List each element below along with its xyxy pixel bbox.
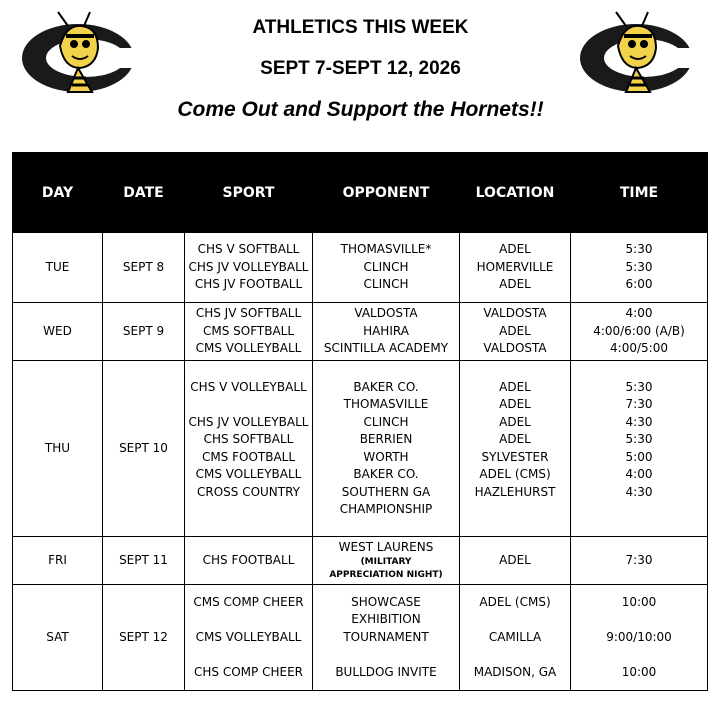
location-line: SYLVESTER xyxy=(481,449,549,464)
opponent-line: EXHIBITION xyxy=(351,612,421,627)
day-cell: FRI xyxy=(13,537,103,585)
location-line: ADEL xyxy=(499,323,531,338)
sport-line: CHS V VOLLEYBALL xyxy=(190,379,307,394)
sport-line: CHS JV VOLLEYBALL xyxy=(188,414,309,429)
opponent-cell xyxy=(313,303,460,361)
location-cell xyxy=(460,303,571,361)
tagline: Come Out and Support the Hornets!! xyxy=(177,98,544,121)
sport-cell xyxy=(185,361,313,537)
opponent-line: TOURNAMENT xyxy=(343,629,429,644)
sport-line xyxy=(187,501,310,519)
opponent-line: CHAMPIONSHIP xyxy=(339,502,433,516)
table-header-row xyxy=(13,153,708,233)
location-line: ADEL xyxy=(499,552,531,567)
opponent-line: CLINCH xyxy=(363,259,409,274)
time-cell xyxy=(571,361,708,537)
opponent-line: VALDOSTA xyxy=(354,306,418,321)
time-cell xyxy=(571,233,708,303)
day-cell: TUE xyxy=(13,233,103,303)
location-line xyxy=(462,646,568,664)
time-line xyxy=(573,501,705,519)
opponent-line: SOUTHERN GA xyxy=(341,484,431,499)
day-cell: SAT xyxy=(13,585,103,691)
location-line: MADISON, GA xyxy=(473,664,557,679)
opponent-line: BERRIEN xyxy=(359,432,413,446)
time-line: 6:00 xyxy=(625,277,653,292)
sport-line: CHS JV FOOTBALL xyxy=(194,277,303,292)
opponent-line: BAKER CO. xyxy=(353,467,419,481)
location-line: ADEL xyxy=(499,397,531,411)
date-range: SEPT 7-SEPT 12, 2026 xyxy=(260,58,461,79)
time-line: 4:00/6:00 (A/B) xyxy=(593,323,685,338)
table-row xyxy=(13,233,708,303)
sport-line: CROSS COUNTRY xyxy=(196,484,301,499)
sport-line: CHS V SOFTBALL xyxy=(197,242,300,257)
sport-line: CMS SOFTBALL xyxy=(202,323,295,338)
opponent-note: APPRECIATION NIGHT) xyxy=(329,570,443,581)
location-cell xyxy=(460,585,571,691)
location-line: HOMERVILLE xyxy=(476,259,554,274)
opponent-cell xyxy=(313,585,460,691)
column-header-day: DAY xyxy=(13,153,103,233)
opponent-line: WORTH xyxy=(363,449,409,464)
time-line xyxy=(573,611,705,629)
sport-line: CHS JV SOFTBALL xyxy=(195,306,302,321)
location-cell xyxy=(460,361,571,537)
location-line: VALDOSTA xyxy=(483,306,547,321)
time-line: 5:30 xyxy=(625,259,653,274)
opponent-line: CLINCH xyxy=(363,277,409,292)
table-row xyxy=(13,585,708,691)
column-header-location: LOCATION xyxy=(460,153,571,233)
opponent-cell xyxy=(313,361,460,537)
location-line xyxy=(462,611,568,629)
time-line: 7:30 xyxy=(625,397,653,411)
time-line: 4:00 xyxy=(625,306,653,321)
date-cell: SEPT 9 xyxy=(103,303,185,361)
opponent-line: THOMASVILLE xyxy=(343,397,429,411)
sport-line: CHS SOFTBALL xyxy=(203,432,294,446)
time-line: 5:30 xyxy=(625,379,653,394)
time-line: 4:30 xyxy=(625,414,653,429)
column-header-time: TIME xyxy=(571,153,708,233)
column-header-sport: SPORT xyxy=(185,153,313,233)
sport-line: CMS VOLLEYBALL xyxy=(195,629,302,644)
time-cell xyxy=(571,303,708,361)
sport-cell xyxy=(185,233,313,303)
opponent-note: (MILITARY xyxy=(360,557,412,568)
sport-line xyxy=(187,611,310,629)
opponent-line xyxy=(315,646,457,664)
location-line: ADEL xyxy=(499,414,531,429)
time-line: 4:30 xyxy=(625,484,653,499)
location-line: ADEL (CMS) xyxy=(479,594,551,609)
time-line: 10:00 xyxy=(621,594,657,609)
sport-line: CMS COMP CHEER xyxy=(193,594,304,609)
page-title: ATHLETICS THIS WEEK xyxy=(252,17,469,38)
location-line: ADEL xyxy=(499,432,531,446)
sport-line: CHS FOOTBALL xyxy=(202,552,295,567)
sport-line: CHS JV VOLLEYBALL xyxy=(188,259,309,274)
time-line xyxy=(573,646,705,664)
column-header-date: DATE xyxy=(103,153,185,233)
sport-line xyxy=(187,646,310,664)
sport-cell xyxy=(185,303,313,361)
opponent-line: SHOWCASE xyxy=(351,594,421,609)
date-cell: SEPT 12 xyxy=(103,585,185,691)
opponent-line: THOMASVILLE* xyxy=(340,242,432,257)
time-line: 5:00 xyxy=(625,449,653,464)
sport-cell xyxy=(185,537,313,585)
location-line: HAZLEHURST xyxy=(474,484,556,499)
location-line: ADEL (CMS) xyxy=(479,467,551,481)
date-cell: SEPT 8 xyxy=(103,233,185,303)
location-line: CAMILLA xyxy=(488,629,542,644)
time-line: 4:00/5:00 xyxy=(610,341,668,356)
opponent-line: BULLDOG INVITE xyxy=(335,664,437,679)
location-cell xyxy=(460,233,571,303)
sport-line: CMS VOLLEYBALL xyxy=(195,467,302,481)
schedule-table xyxy=(12,152,708,691)
opponent-line: CLINCH xyxy=(363,414,409,429)
opponent-line: SCINTILLA ACADEMY xyxy=(323,341,449,356)
location-cell xyxy=(460,537,571,585)
location-line: ADEL xyxy=(499,242,531,257)
day-cell: WED xyxy=(13,303,103,361)
opponent-line: HAHIRA xyxy=(363,323,409,338)
sport-line: CMS FOOTBALL xyxy=(201,449,296,464)
location-line: VALDOSTA xyxy=(483,341,547,356)
location-line: ADEL xyxy=(499,379,531,394)
opponent-line: WEST LAURENS xyxy=(338,539,434,554)
sport-line: CMS VOLLEYBALL xyxy=(195,341,302,356)
sport-cell xyxy=(185,585,313,691)
time-cell xyxy=(571,585,708,691)
date-cell: SEPT 11 xyxy=(103,537,185,585)
time-line: 4:00 xyxy=(625,467,653,481)
opponent-cell xyxy=(313,537,460,585)
time-line: 9:00/10:00 xyxy=(606,629,672,644)
location-line xyxy=(462,501,568,519)
date-cell: SEPT 10 xyxy=(103,361,185,537)
location-line: ADEL xyxy=(499,277,531,292)
opponent-line: BAKER CO. xyxy=(353,379,419,394)
day-cell: THU xyxy=(13,361,103,537)
column-header-opponent: OPPONENT xyxy=(313,153,460,233)
opponent-cell xyxy=(313,233,460,303)
time-line: 7:30 xyxy=(625,552,653,567)
table-row xyxy=(13,361,708,537)
time-cell xyxy=(571,537,708,585)
time-line: 10:00 xyxy=(621,664,657,679)
sport-line xyxy=(187,396,310,414)
sport-line: CHS COMP CHEER xyxy=(194,664,303,679)
time-line: 5:30 xyxy=(625,432,653,446)
table-row xyxy=(13,537,708,585)
time-line: 5:30 xyxy=(625,242,653,257)
table-row xyxy=(13,303,708,361)
